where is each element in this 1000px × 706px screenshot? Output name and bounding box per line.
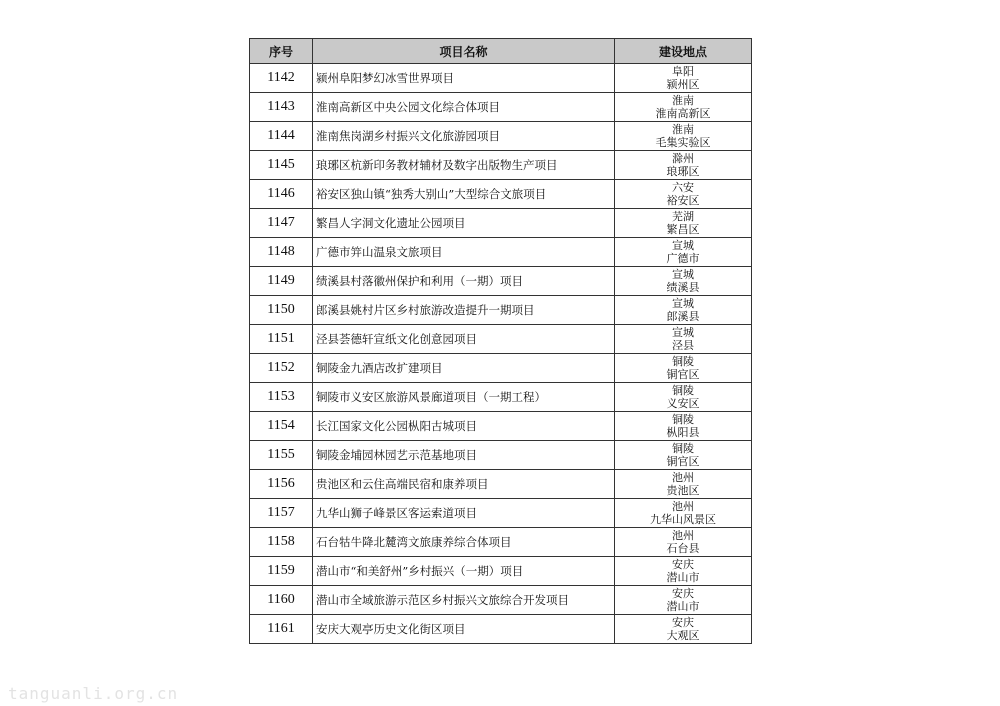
project-name: 潜山市“和美舒州”乡村振兴（一期）项目 (313, 557, 615, 586)
build-location (615, 615, 752, 644)
row-number: 1146 (250, 180, 313, 209)
project-name: 铜陵市义安区旅游风景廊道项目（一期工程） (313, 383, 615, 412)
project-name: 铜陵金埔园林园艺示范基地项目 (313, 441, 615, 470)
location-district: 繁昌区 (666, 223, 700, 236)
table-row (250, 267, 752, 296)
row-number: 1158 (250, 528, 313, 557)
location-city: 宣城 (672, 297, 694, 310)
location-district: 潜山市 (666, 571, 700, 584)
row-number: 1161 (250, 615, 313, 644)
project-name: 郎溪县姚村片区乡村旅游改造提升一期项目 (313, 296, 615, 325)
build-location (615, 441, 752, 470)
build-location (615, 499, 752, 528)
row-number: 1155 (250, 441, 313, 470)
row-number: 1152 (250, 354, 313, 383)
build-location (615, 238, 752, 267)
location-city: 阜阳 (672, 65, 694, 78)
build-location (615, 151, 752, 180)
row-number: 1143 (250, 93, 313, 122)
location-district: 潜山市 (666, 600, 700, 613)
row-number: 1145 (250, 151, 313, 180)
location-district: 铜官区 (666, 455, 700, 468)
location-city: 芜湖 (672, 210, 694, 223)
project-name: 铜陵金九酒店改扩建项目 (313, 354, 615, 383)
location-district: 绩溪县 (666, 281, 700, 294)
row-number: 1160 (250, 586, 313, 615)
location-city: 淮南 (672, 123, 694, 136)
table-row (250, 441, 752, 470)
build-location (615, 383, 752, 412)
row-number: 1157 (250, 499, 313, 528)
build-location (615, 412, 752, 441)
project-name: 泾县荟德轩宣纸文化创意园项目 (313, 325, 615, 354)
project-name: 九华山狮子峰景区客运索道项目 (313, 499, 615, 528)
location-city: 宣城 (672, 239, 694, 252)
location-city: 铜陵 (672, 413, 694, 426)
table-row (250, 296, 752, 325)
location-city: 池州 (672, 500, 694, 513)
table-row (250, 325, 752, 354)
location-district: 琅琊区 (666, 165, 700, 178)
project-name: 石台牯牛降北麓湾文旅康养综合体项目 (313, 528, 615, 557)
build-location (615, 470, 752, 499)
row-number: 1150 (250, 296, 313, 325)
project-name: 贵池区和云住高端民宿和康养项目 (313, 470, 615, 499)
build-location (615, 586, 752, 615)
location-district: 广德市 (666, 252, 700, 265)
location-district: 大观区 (666, 629, 700, 642)
location-district: 九华山风景区 (650, 513, 716, 526)
location-city: 宣城 (672, 326, 694, 339)
watermark-text: tanguanli.org.cn (8, 684, 179, 703)
location-city: 池州 (672, 529, 694, 542)
location-district: 贵池区 (666, 484, 700, 497)
build-location (615, 325, 752, 354)
location-district: 铜官区 (666, 368, 700, 381)
row-number: 1147 (250, 209, 313, 238)
table-row (250, 557, 752, 586)
build-location (615, 64, 752, 93)
row-number: 1153 (250, 383, 313, 412)
project-name: 安庆大观亭历史文化街区项目 (313, 615, 615, 644)
table-row (250, 499, 752, 528)
project-name: 琅琊区杭新印务教材辅材及数字出版物生产项目 (313, 151, 615, 180)
row-number: 1149 (250, 267, 313, 296)
location-district: 淮南高新区 (655, 107, 711, 120)
row-number: 1148 (250, 238, 313, 267)
location-city: 安庆 (672, 558, 694, 571)
table-row (250, 383, 752, 412)
project-name: 潜山市全域旅游示范区乡村振兴文旅综合开发项目 (313, 586, 615, 615)
table-row (250, 412, 752, 441)
location-district: 枞阳县 (666, 426, 700, 439)
build-location (615, 93, 752, 122)
table-row (250, 122, 752, 151)
row-number: 1151 (250, 325, 313, 354)
location-city: 池州 (672, 471, 694, 484)
project-name: 广德市笄山温泉文旅项目 (313, 238, 615, 267)
table-row (250, 470, 752, 499)
location-city: 淮南 (672, 94, 694, 107)
table-body (250, 64, 752, 644)
table-row (250, 615, 752, 644)
table-row (250, 586, 752, 615)
project-name: 长江国家文化公园枞阳古城项目 (313, 412, 615, 441)
build-location (615, 296, 752, 325)
location-district: 郎溪县 (666, 310, 700, 323)
location-city: 安庆 (672, 587, 694, 600)
project-table (249, 38, 752, 644)
location-district: 裕安区 (666, 194, 700, 207)
location-city: 滁州 (672, 152, 694, 165)
build-location (615, 180, 752, 209)
location-city: 六安 (672, 181, 694, 194)
project-name: 绩溪县村落徽州保护和利用（一期）项目 (313, 267, 615, 296)
table-row (250, 528, 752, 557)
row-number: 1154 (250, 412, 313, 441)
project-name: 颍州阜阳梦幻冰雪世界项目 (313, 64, 615, 93)
location-district: 颍州区 (666, 78, 700, 91)
table-row (250, 238, 752, 267)
row-number: 1144 (250, 122, 313, 151)
location-district: 毛集实验区 (655, 136, 711, 149)
table-row (250, 151, 752, 180)
table-row (250, 180, 752, 209)
project-name: 裕安区独山镇“独秀大别山”大型综合文旅项目 (313, 180, 615, 209)
build-location (615, 557, 752, 586)
table-header (250, 39, 752, 64)
row-number: 1142 (250, 64, 313, 93)
location-district: 泾县 (672, 339, 694, 352)
project-name: 淮南高新区中央公园文化综合体项目 (313, 93, 615, 122)
location-district: 义安区 (666, 397, 700, 410)
location-city: 宣城 (672, 268, 694, 281)
header-row (250, 39, 752, 64)
build-location (615, 209, 752, 238)
project-name: 淮南焦岗湖乡村振兴文化旅游园项目 (313, 122, 615, 151)
build-location (615, 122, 752, 151)
row-number: 1159 (250, 557, 313, 586)
row-number: 1156 (250, 470, 313, 499)
location-city: 安庆 (672, 616, 694, 629)
table-row (250, 64, 752, 93)
location-district: 石台县 (666, 542, 700, 555)
header-location: 建设地点 (615, 39, 752, 64)
table-row (250, 209, 752, 238)
header-num: 序号 (250, 39, 313, 64)
location-city: 铜陵 (672, 384, 694, 397)
table-row (250, 354, 752, 383)
location-city: 铜陵 (672, 442, 694, 455)
table-row (250, 93, 752, 122)
build-location (615, 354, 752, 383)
build-location (615, 267, 752, 296)
header-name: 项目名称 (313, 39, 615, 64)
project-name: 繁昌人字洞文化遗址公园项目 (313, 209, 615, 238)
location-city: 铜陵 (672, 355, 694, 368)
build-location (615, 528, 752, 557)
